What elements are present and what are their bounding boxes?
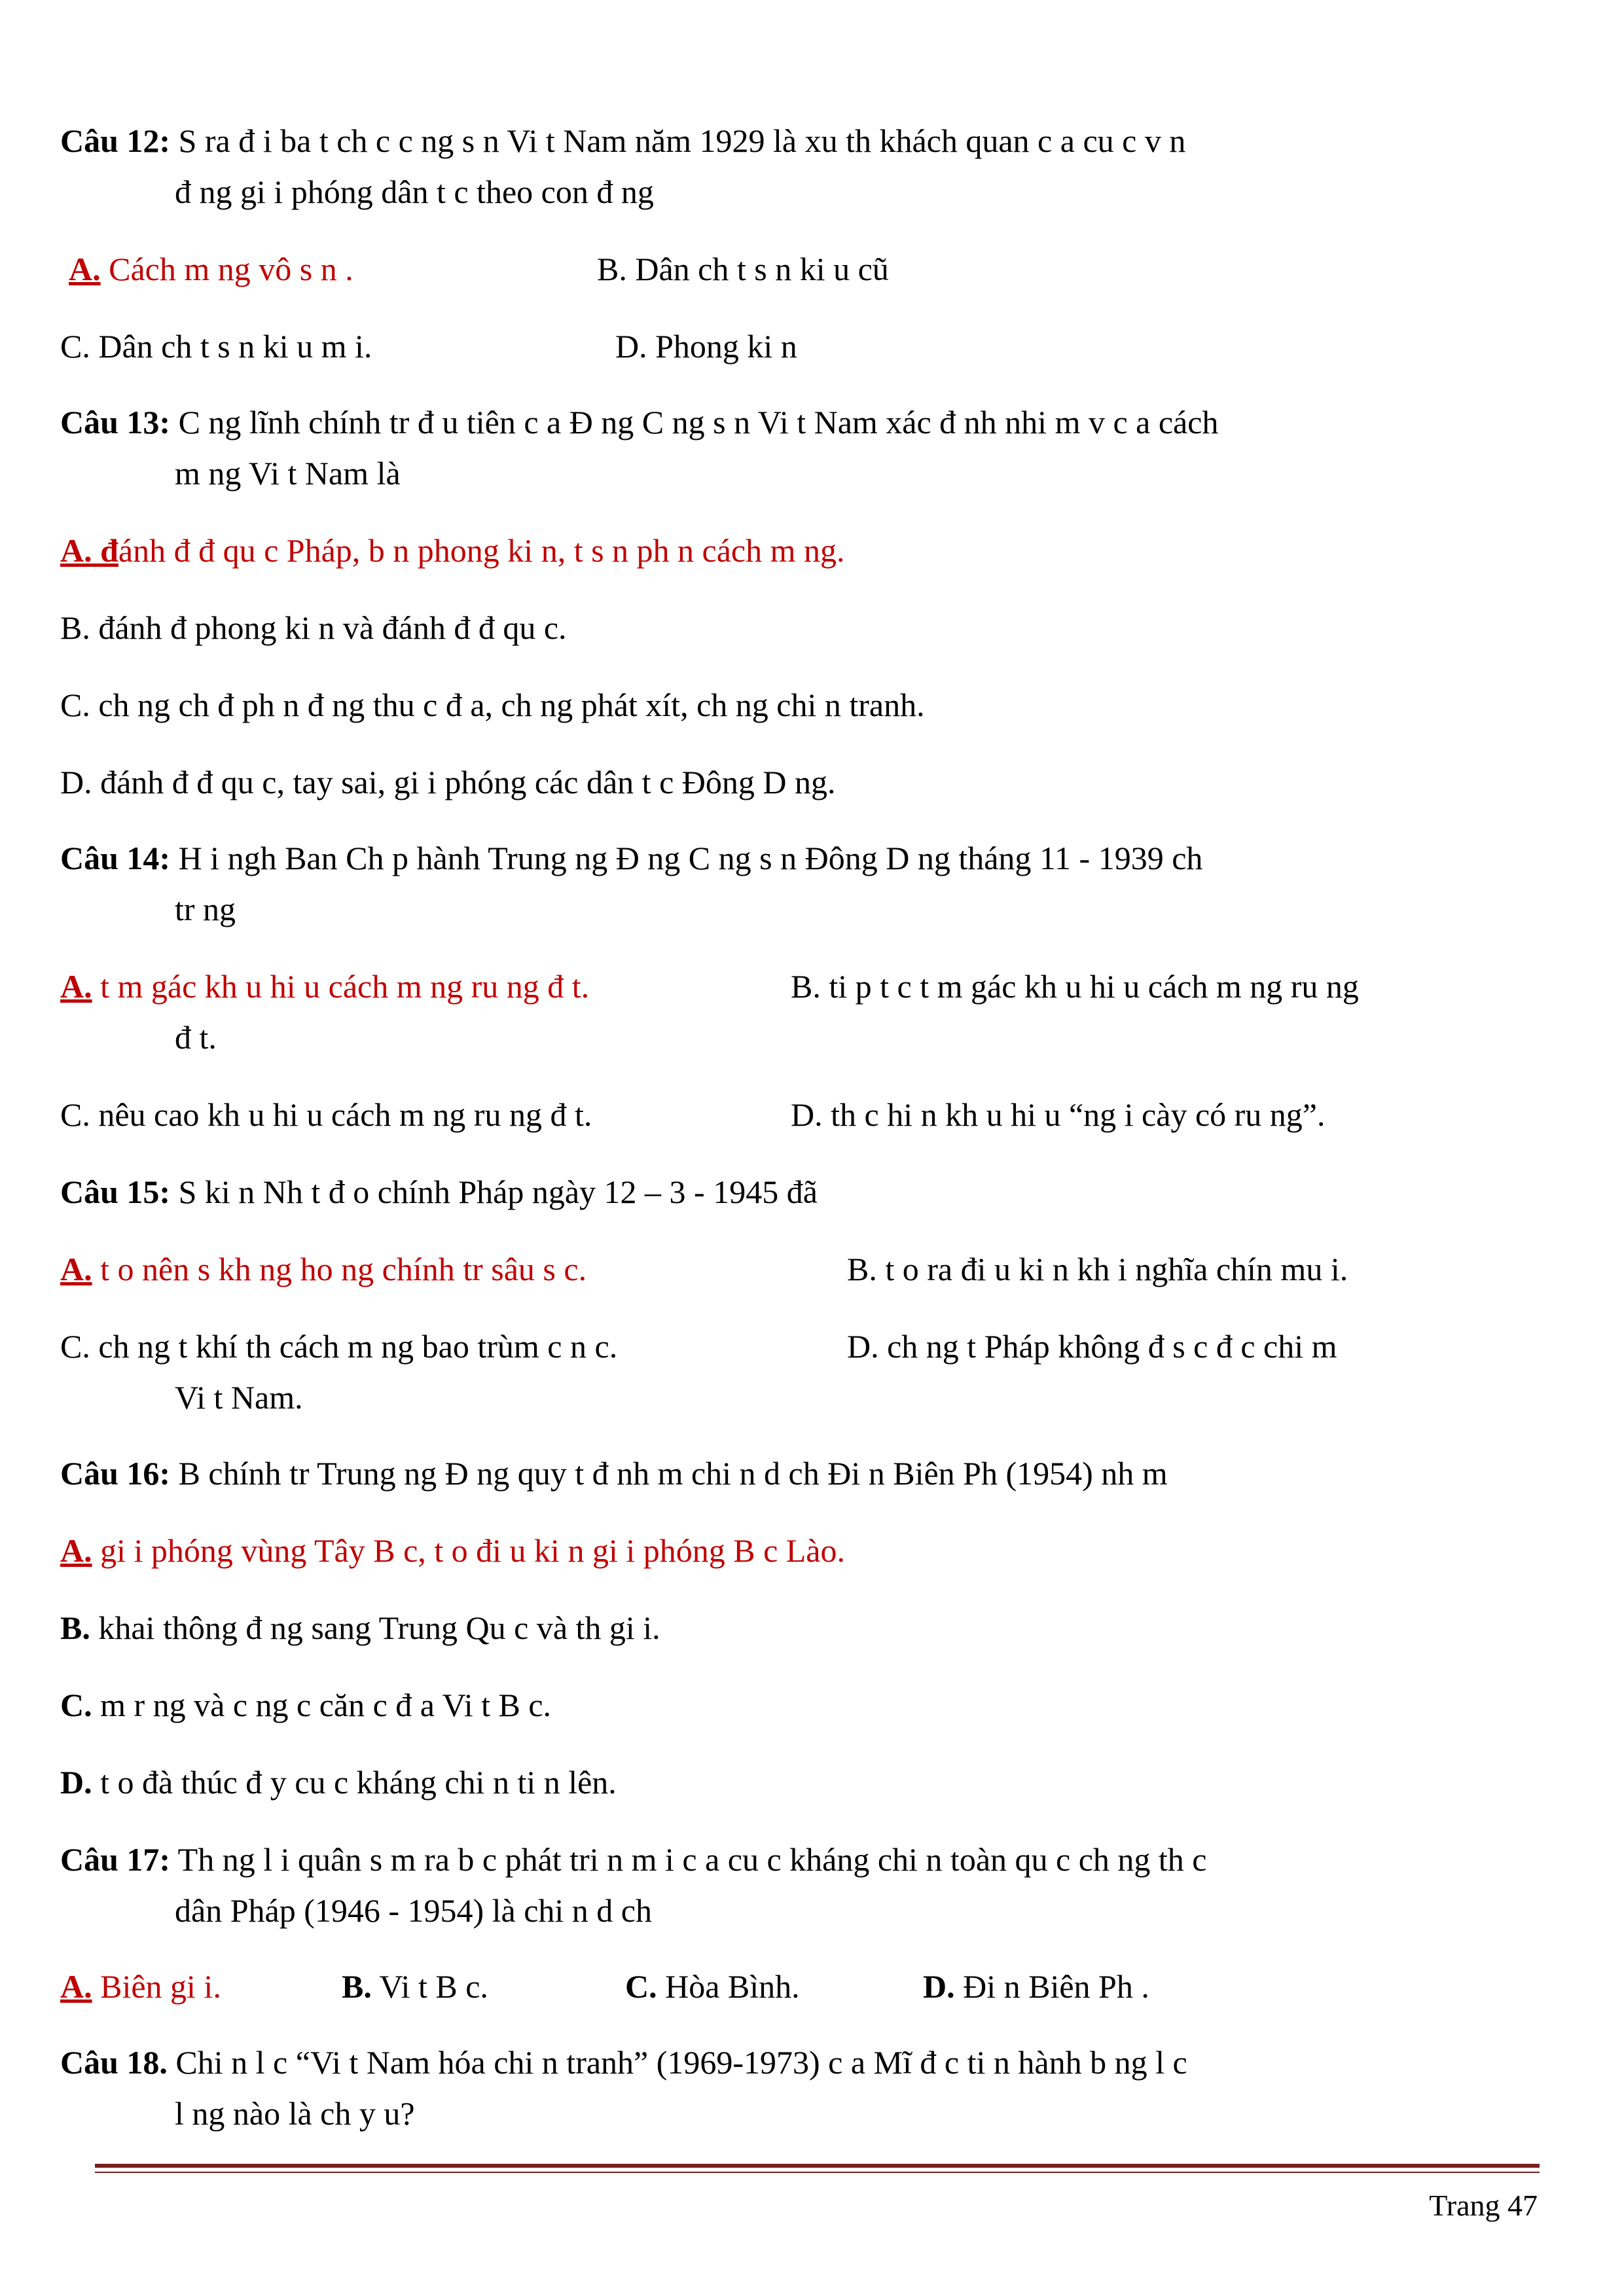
answer-d: D. đánh đ đ qu c, tay sai, gi i phóng các dân t c Đông D ng. xyxy=(60,764,836,800)
option-text: khai thông đ ng sang Trung Qu c và th gi i. xyxy=(90,1609,660,1646)
answer-d: D. th c hi n kh u hi u “ng i cày có ru ng”. xyxy=(791,1096,1326,1133)
answer-a xyxy=(60,1961,221,2012)
option-label: B. xyxy=(342,1968,372,2005)
answer-a xyxy=(60,1244,586,1295)
option-text: m r ng và c ng c căn c đ a Vi t B c. xyxy=(92,1687,552,1723)
answer-d xyxy=(60,1757,617,1808)
answer-c: C. Dân ch t s n ki u m i. xyxy=(60,328,372,365)
question-number: Câu 17: xyxy=(60,1841,171,1878)
option-label: A. đ xyxy=(60,532,118,569)
option-label: A. xyxy=(60,1251,92,1287)
option-label: A. xyxy=(60,1968,92,2005)
option-text: Hòa Bình. xyxy=(657,1968,800,2005)
answer-b: B. ti p t c t m gác kh u hi u cách m ng ru ng xyxy=(791,968,1359,1005)
question-number: Câu 18. xyxy=(60,2044,168,2081)
option-text: ánh đ đ qu c Pháp, b n phong ki n, t s n ph n cách m ng. xyxy=(118,532,845,569)
question-13 xyxy=(60,397,1554,499)
answer-c: C. ch ng t khí th cách m ng bao trùm c n c. xyxy=(60,1328,618,1365)
option-label: D. xyxy=(60,1764,92,1801)
question-text: Chi n l c “Vi t Nam hóa chi n tranh” (1969-1973) c a Mĩ đ c ti n hành b ng l c xyxy=(167,2044,1187,2081)
answer-a xyxy=(60,961,589,1012)
question-17 xyxy=(60,1834,1554,1936)
answer-b: B. Dân ch t s n ki u cũ xyxy=(597,251,889,287)
option-label: C. xyxy=(60,1687,92,1723)
question-text: C ng lĩnh chính tr đ u tiên c a Đ ng C ng s n Vi t Nam xác đ nh nhi m v c a cách xyxy=(170,404,1219,440)
question-number: Câu 12: xyxy=(60,122,171,159)
question-text: H i ngh Ban Ch p hành Trung ng Đ ng C ng s n Đông D ng tháng 11 - 1939 ch xyxy=(170,840,1203,876)
question-text: S ki n Nh t đ o chính Pháp ngày 12 – 3 - 1945 đã xyxy=(170,1174,818,1210)
question-18 xyxy=(60,2037,1554,2139)
answer-a xyxy=(60,1525,845,1576)
question-number: Câu 14: xyxy=(60,840,171,876)
answer-b: B. t o ra đi u ki n kh i nghĩa chín mu i. xyxy=(847,1251,1348,1287)
question-text-continued: m ng Vi t Nam là xyxy=(175,455,401,492)
footer-rule-thin xyxy=(95,2172,1540,2173)
question-number: Câu 16: xyxy=(60,1455,171,1492)
question-16 xyxy=(60,1448,1554,1499)
answer-c xyxy=(60,1679,551,1731)
answer-b-continued: đ t. xyxy=(175,1019,217,1056)
option-label: D. xyxy=(923,1968,955,2005)
option-text: t o nên s kh ng ho ng chính tr sâu s c. xyxy=(92,1251,587,1287)
option-label: A. xyxy=(60,1532,92,1569)
option-text: t o đà thúc đ y cu c kháng chi n ti n lên. xyxy=(92,1764,617,1801)
footer-rule-thick xyxy=(95,2164,1540,2168)
question-number: Câu 13: xyxy=(60,404,171,440)
option-text: Đi n Biên Ph . xyxy=(954,1968,1149,2005)
option-label: C. xyxy=(625,1968,657,2005)
question-text-continued: dân Pháp (1946 - 1954) là chi n d ch xyxy=(175,1892,653,1929)
option-text: gi i phóng vùng Tây B c, t o đi u ki n gi i phóng B c Lào. xyxy=(92,1532,845,1569)
answer-d: D. ch ng t Pháp không đ s c đ c chi m xyxy=(847,1328,1337,1365)
option-label: B. xyxy=(60,1609,90,1646)
question-text-continued: tr ng xyxy=(175,891,236,927)
question-number: Câu 15: xyxy=(60,1174,171,1210)
answer-d: D. Phong ki n xyxy=(615,328,797,365)
answer-c: C. ch ng ch đ ph n đ ng thu c đ a, ch ng phát xít, ch ng chi n tranh. xyxy=(60,687,925,723)
option-label: A. xyxy=(69,251,101,287)
question-text: B chính tr Trung ng Đ ng quy t đ nh m chi n d ch Đi n Biên Ph (1954) nh m xyxy=(170,1455,1168,1492)
answer-a xyxy=(60,525,845,576)
question-text: S ra đ i ba t ch c c ng s n Vi t Nam năm 1929 là xu th khách quan c a cu c v n xyxy=(170,122,1186,159)
option-label: A. xyxy=(60,968,92,1005)
question-15 xyxy=(60,1166,1554,1217)
option-text: Vi t B c. xyxy=(371,1968,488,2005)
option-text: Cách m ng vô s n . xyxy=(100,251,353,287)
answer-c: C. nêu cao kh u hi u cách m ng ru ng đ t. xyxy=(60,1096,592,1133)
question-text: Th ng l i quân s m ra b c phát tri n m i c a cu c kháng chi n toàn qu c ch ng th c xyxy=(170,1841,1207,1878)
page-number: Trang 47 xyxy=(1429,2189,1538,2222)
question-text-continued: đ ng gi i phóng dân t c theo con đ ng xyxy=(175,173,654,210)
question-14 xyxy=(60,833,1554,935)
answer-b: B. đánh đ phong ki n và đánh đ đ qu c. xyxy=(60,609,567,646)
question-12 xyxy=(60,115,1554,217)
option-text: Biên gi i. xyxy=(92,1968,221,2005)
answer-d-continued: Vi t Nam. xyxy=(175,1379,303,1416)
answer-b xyxy=(60,1602,660,1653)
answer-a xyxy=(69,243,353,295)
answer-b xyxy=(342,1961,488,2012)
question-text-continued: l ng nào là ch y u? xyxy=(175,2095,415,2132)
option-text: t m gác kh u hi u cách m ng ru ng đ t. xyxy=(92,968,590,1005)
answer-d xyxy=(923,1961,1149,2012)
answer-c xyxy=(625,1961,800,2012)
